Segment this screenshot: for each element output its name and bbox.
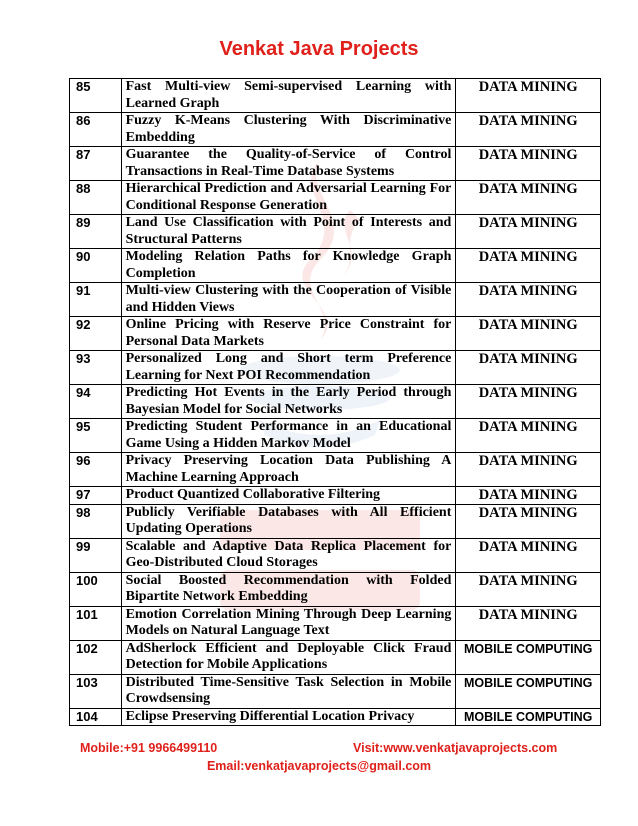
row-number: 88 bbox=[70, 181, 122, 215]
project-domain: DATA MINING bbox=[456, 504, 601, 538]
project-domain: DATA MINING bbox=[456, 453, 601, 487]
project-domain: DATA MINING bbox=[456, 351, 601, 385]
row-number: 96 bbox=[70, 453, 122, 487]
mobile-number: Mobile:+91 9966499110 bbox=[80, 741, 218, 755]
table-row bbox=[70, 453, 601, 487]
row-number: 90 bbox=[70, 249, 122, 283]
project-title: Social Boosted Recommendation with Folded Bipartite Network Embedding bbox=[121, 572, 456, 606]
project-domain: DATA MINING bbox=[456, 181, 601, 215]
table-row bbox=[70, 317, 601, 351]
project-title: Predicting Student Performance in an Educational Game Using a Hidden Markov Model bbox=[121, 419, 456, 453]
row-number: 86 bbox=[70, 113, 122, 147]
footer-contact-line bbox=[80, 741, 600, 755]
project-title: Distributed Time-Sensitive Task Selection in Mobile Crowdsensing bbox=[121, 674, 456, 708]
row-number: 87 bbox=[70, 147, 122, 181]
table-row bbox=[70, 181, 601, 215]
project-domain: DATA MINING bbox=[456, 215, 601, 249]
projects-table bbox=[69, 78, 601, 726]
project-title: Online Pricing with Reserve Price Constraint for Personal Data Markets bbox=[121, 317, 456, 351]
project-title: Privacy Preserving Location Data Publishing A Machine Learning Approach bbox=[121, 453, 456, 487]
row-number: 89 bbox=[70, 215, 122, 249]
project-title: Modeling Relation Paths for Knowledge Graph Completion bbox=[121, 249, 456, 283]
project-domain: DATA MINING bbox=[456, 113, 601, 147]
row-number: 98 bbox=[70, 504, 122, 538]
project-domain: MOBILE COMPUTING bbox=[456, 640, 601, 674]
project-title: Product Quantized Collaborative Filtering bbox=[121, 487, 456, 505]
table-row bbox=[70, 538, 601, 572]
row-number: 97 bbox=[70, 487, 122, 505]
project-domain: DATA MINING bbox=[456, 487, 601, 505]
project-title: Eclipse Preserving Differential Location Privacy bbox=[121, 708, 456, 726]
table-row bbox=[70, 640, 601, 674]
project-domain: DATA MINING bbox=[456, 538, 601, 572]
project-title: Scalable and Adaptive Data Replica Placement for Geo-Distributed Cloud Storages bbox=[121, 538, 456, 572]
row-number: 104 bbox=[70, 708, 122, 726]
project-title: Fuzzy K-Means Clustering With Discriminative Embedding bbox=[121, 113, 456, 147]
row-number: 100 bbox=[70, 572, 122, 606]
project-domain: MOBILE COMPUTING bbox=[456, 708, 601, 726]
project-domain: DATA MINING bbox=[456, 79, 601, 113]
project-title: Publicly Verifiable Databases with All Efficient Updating Operations bbox=[121, 504, 456, 538]
table-row bbox=[70, 674, 601, 708]
project-title: Predicting Hot Events in the Early Period through Bayesian Model for Social Networks bbox=[121, 385, 456, 419]
row-number: 85 bbox=[70, 79, 122, 113]
table-row bbox=[70, 487, 601, 505]
page-title: Venkat Java Projects bbox=[219, 38, 419, 60]
project-domain: DATA MINING bbox=[456, 249, 601, 283]
row-number: 93 bbox=[70, 351, 122, 385]
project-title: Multi-view Clustering with the Cooperation of Visible and Hidden Views bbox=[121, 283, 456, 317]
project-domain: DATA MINING bbox=[456, 283, 601, 317]
project-title: Personalized Long and Short term Preference Learning for Next POI Recommendation bbox=[121, 351, 456, 385]
table-row bbox=[70, 249, 601, 283]
project-domain: DATA MINING bbox=[456, 419, 601, 453]
project-title: Land Use Classification with Point of Interests and Structural Patterns bbox=[121, 215, 456, 249]
row-number: 102 bbox=[70, 640, 122, 674]
table-row bbox=[70, 351, 601, 385]
table-row bbox=[70, 385, 601, 419]
project-domain: DATA MINING bbox=[456, 317, 601, 351]
project-title: Guarantee the Quality-of-Service of Control Transactions in Real-Time Database Systems bbox=[121, 147, 456, 181]
table-row bbox=[70, 113, 601, 147]
row-number: 99 bbox=[70, 538, 122, 572]
table-row bbox=[70, 283, 601, 317]
table-row bbox=[70, 79, 601, 113]
project-domain: DATA MINING bbox=[456, 572, 601, 606]
website-link[interactable]: Visit:www.venkatjavaprojects.com bbox=[353, 741, 558, 755]
project-title: Hierarchical Prediction and Adversarial Learning For Conditional Response Generation bbox=[121, 181, 456, 215]
table-row bbox=[70, 215, 601, 249]
project-title: Emotion Correlation Mining Through Deep Learning Models on Natural Language Text bbox=[121, 606, 456, 640]
project-title: AdSherlock Efficient and Deployable Click Fraud Detection for Mobile Applications bbox=[121, 640, 456, 674]
row-number: 91 bbox=[70, 283, 122, 317]
table-row bbox=[70, 572, 601, 606]
table-row bbox=[70, 606, 601, 640]
project-domain: DATA MINING bbox=[456, 385, 601, 419]
table-row bbox=[70, 419, 601, 453]
table-row bbox=[70, 708, 601, 726]
project-domain: MOBILE COMPUTING bbox=[456, 674, 601, 708]
project-domain: DATA MINING bbox=[456, 147, 601, 181]
table-row bbox=[70, 504, 601, 538]
row-number: 101 bbox=[70, 606, 122, 640]
project-title: Fast Multi-view Semi-supervised Learning with Learned Graph bbox=[121, 79, 456, 113]
row-number: 103 bbox=[70, 674, 122, 708]
email-address[interactable]: Email:venkatjavaprojects@gmail.com bbox=[206, 759, 432, 773]
row-number: 92 bbox=[70, 317, 122, 351]
table-row bbox=[70, 147, 601, 181]
row-number: 95 bbox=[70, 419, 122, 453]
project-domain: DATA MINING bbox=[456, 606, 601, 640]
row-number: 94 bbox=[70, 385, 122, 419]
